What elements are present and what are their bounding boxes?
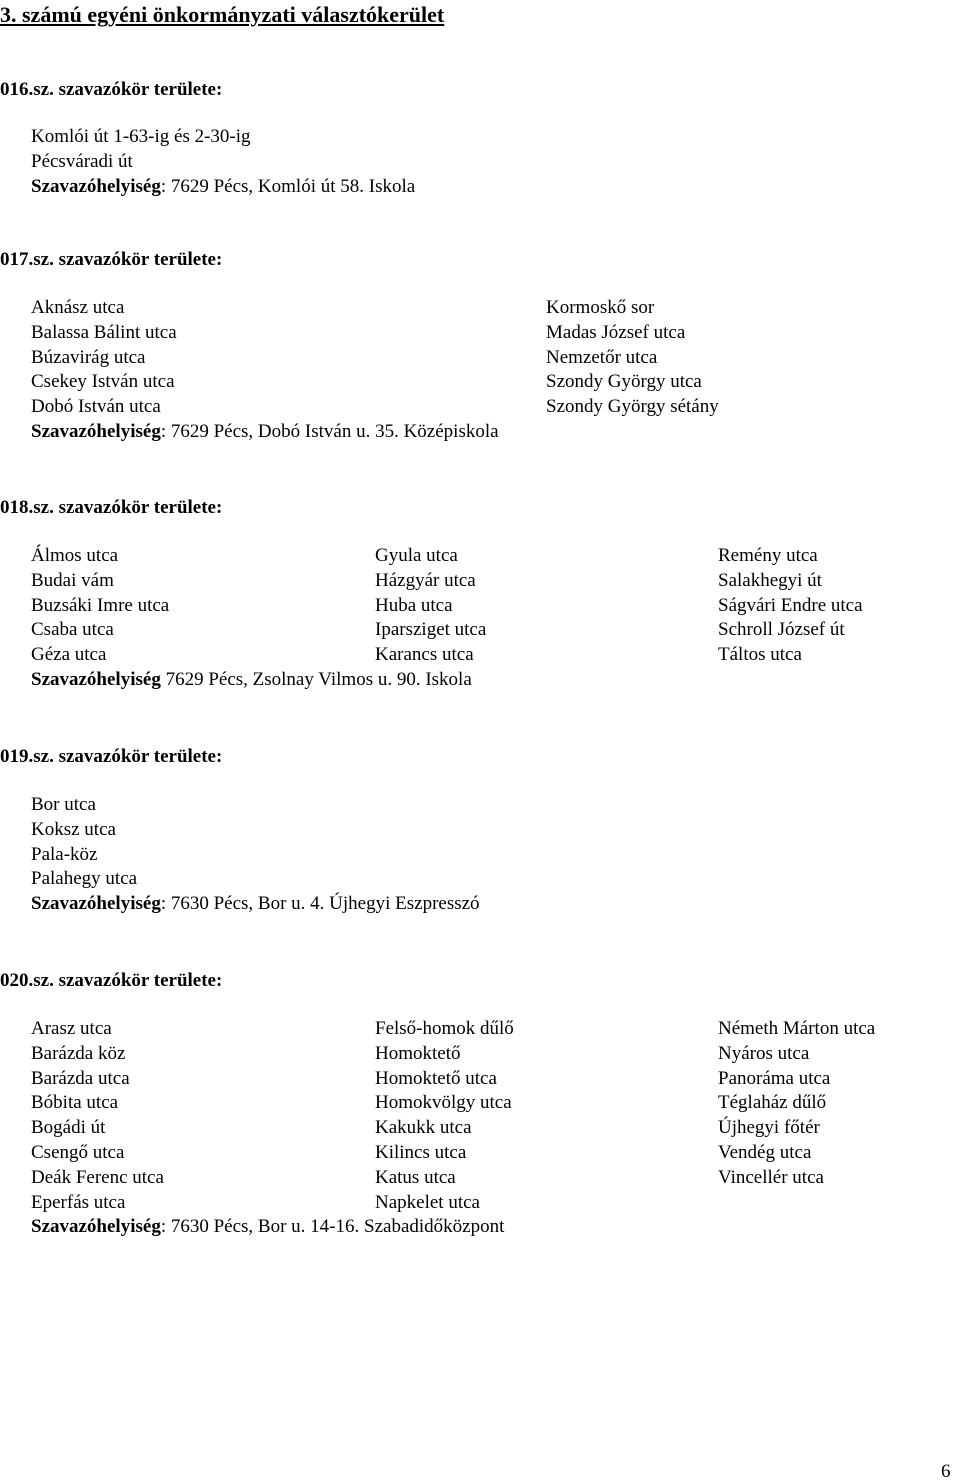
polling-place: Szavazóhelyiség: 7630 Pécs, Bor u. 14-16. Szabadidőközpont xyxy=(31,1216,505,1238)
street-item: Újhegyi főtér xyxy=(718,1117,820,1139)
street-item: Felső-homok dűlő xyxy=(375,1018,514,1039)
street-item: Csaba utca xyxy=(31,619,114,641)
polling-place: Szavazóhelyiség 7629 Pécs, Zsolnay Vilmos u. 90. Iskola xyxy=(31,669,472,690)
street-item: Álmos utca xyxy=(31,545,119,566)
polling-place-label: Szavazóhelyiség xyxy=(31,669,161,690)
street-item: Géza utca xyxy=(31,644,107,666)
street-item: Dobó István utca xyxy=(31,396,161,418)
street-item: Ságvári Endre utca xyxy=(718,594,863,616)
street-item: Kilincs utca xyxy=(375,1142,467,1163)
street-item: Nyáros utca xyxy=(718,1042,810,1064)
street-item: Kakukk utca xyxy=(375,1117,472,1139)
street-item: Barázda utca xyxy=(31,1067,130,1089)
street-item: Homoktető utca xyxy=(375,1067,497,1089)
street-item: Eperfás utca xyxy=(31,1191,126,1213)
street-item: Bóbita utca xyxy=(31,1092,119,1114)
street-item: Schroll József út xyxy=(718,619,845,641)
section-title: 016.sz. szavazókör területe: xyxy=(0,79,223,100)
street-item: Panoráma utca xyxy=(718,1067,831,1089)
street-item: Szondy György sétány xyxy=(546,396,719,418)
polling-place-label: Szavazóhelyiség xyxy=(31,893,161,915)
street-item: Remény utca xyxy=(718,545,818,566)
street-item: Gyula utca xyxy=(375,545,458,566)
street-item: Kormoskő sor xyxy=(546,297,655,318)
section-title: 018.sz. szavazókör területe: xyxy=(0,497,223,518)
polling-place: Szavazóhelyiség: 7629 Pécs, Dobó István u. 35. Középiskola xyxy=(31,421,499,442)
street-item: Palahegy utca xyxy=(31,868,138,890)
polling-place: Szavazóhelyiség: 7630 Pécs, Bor u. 4. Újhegyi Eszpresszó xyxy=(31,893,480,915)
polling-place-label: Szavazóhelyiség xyxy=(31,421,161,442)
street-item: Napkelet utca xyxy=(375,1191,480,1213)
street-item: Pécsváradi út xyxy=(31,150,133,172)
street-item: Deák Ferenc utca xyxy=(31,1166,164,1188)
section-title: 017.sz. szavazókör területe: xyxy=(0,249,223,270)
street-item: Vincellér utca xyxy=(718,1166,824,1188)
street-item: Huba utca xyxy=(375,594,453,616)
street-item: Salakhegyi út xyxy=(718,569,822,591)
street-item: Csengő utca xyxy=(31,1142,125,1163)
street-item: Iparsziget utca xyxy=(375,619,487,641)
street-item: Buzsáki Imre utca xyxy=(31,594,170,616)
street-item: Budai vám xyxy=(31,569,114,591)
street-item: Homokvölgy utca xyxy=(375,1092,512,1114)
street-item: Bor utca xyxy=(31,794,96,815)
polling-place-label: Szavazóhelyiség xyxy=(31,1216,161,1238)
street-item: Táltos utca xyxy=(718,644,802,666)
street-item: Búzavirág utca xyxy=(31,346,146,368)
street-item: Nemzetőr utca xyxy=(546,346,658,368)
street-item: Komlói út 1-63-ig és 2-30-ig xyxy=(31,126,251,147)
street-item: Téglaház dűlő xyxy=(718,1092,827,1114)
page-number: 6 xyxy=(941,1461,951,1482)
street-item: Arasz utca xyxy=(31,1018,112,1039)
street-item: Szondy György utca xyxy=(546,371,702,393)
street-item: Homoktető xyxy=(375,1042,461,1064)
street-item: Karancs utca xyxy=(375,644,474,666)
street-item: Madas József utca xyxy=(546,321,686,343)
section-title: 019.sz. szavazókör területe: xyxy=(0,746,223,767)
street-item: Aknász utca xyxy=(31,297,125,318)
street-item: Katus utca xyxy=(375,1166,456,1188)
street-item: Bogádi út xyxy=(31,1117,106,1139)
street-item: Vendég utca xyxy=(718,1142,812,1163)
street-item: Házgyár utca xyxy=(375,569,476,591)
street-item: Balassa Bálint utca xyxy=(31,321,177,343)
section-title: 020.sz. szavazókör területe: xyxy=(0,970,223,991)
street-item: Barázda köz xyxy=(31,1042,126,1064)
street-item: Pala-köz xyxy=(31,843,98,865)
street-item: Németh Márton utca xyxy=(718,1018,876,1039)
street-item: Koksz utca xyxy=(31,818,116,840)
district-heading: 3. számú egyéni önkormányzati választókerület xyxy=(0,2,445,27)
polling-place: Szavazóhelyiség: 7629 Pécs, Komlói út 58. Iskola xyxy=(31,175,416,197)
polling-place-label: Szavazóhelyiség xyxy=(31,175,161,197)
street-item: Csekey István utca xyxy=(31,371,175,393)
